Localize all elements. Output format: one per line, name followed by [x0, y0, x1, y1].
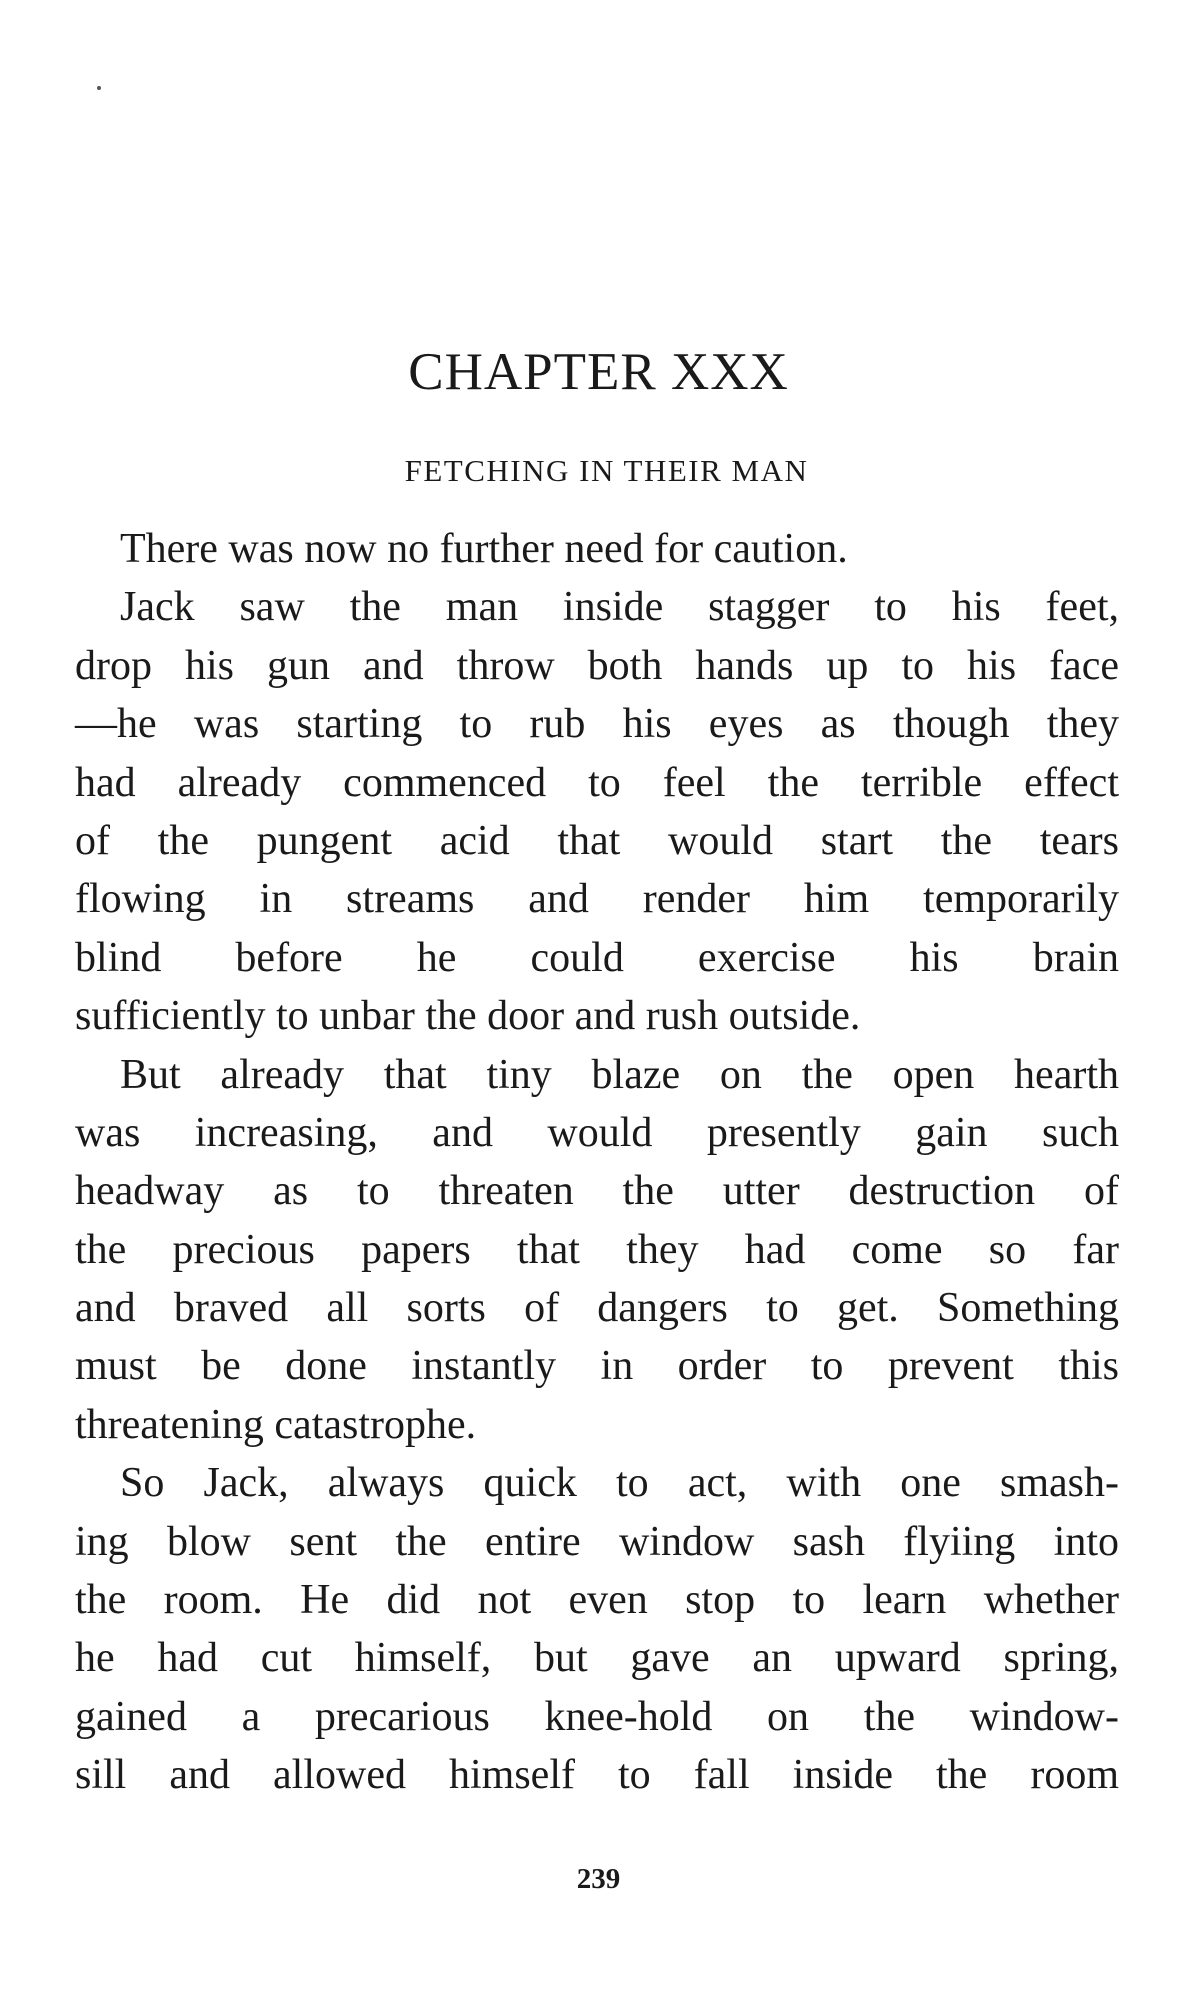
- text-line: and braved all sorts of dangers to get. Something: [75, 1285, 1119, 1332]
- chapter-heading: CHAPTER XXX: [408, 343, 789, 401]
- page-number: 239: [576, 1863, 621, 1895]
- text-line: There was now no further need for caution.: [120, 526, 848, 572]
- text-line: was increasing, and would presently gain such: [75, 1109, 1119, 1156]
- text-line: he had cut himself, but gave an upward spring,: [75, 1635, 1119, 1682]
- text-line: threatening catastrophe.: [75, 1401, 477, 1448]
- chapter-subtitle: FETCHING IN THEIR MAN: [404, 453, 809, 488]
- paragraph: [75, 578, 1119, 1045]
- paragraph: [75, 1046, 1119, 1455]
- text-line: the precious papers that they had come so far: [75, 1226, 1119, 1273]
- paragraph: [75, 520, 1119, 578]
- text-line: the room. He did not even stop to learn whether: [75, 1577, 1119, 1624]
- text-line: sill and allowed himself to fall inside the room: [75, 1752, 1119, 1799]
- text-line: headway as to threaten the utter destruction of: [75, 1168, 1119, 1215]
- print-speck: [97, 86, 101, 90]
- text-line: drop his gun and throw both hands up to his face: [75, 642, 1119, 689]
- text-line: had already commenced to feel the terrible effect: [75, 759, 1119, 806]
- text-line: —he was starting to rub his eyes as though they: [75, 701, 1119, 748]
- text-line: of the pungent acid that would start the tears: [75, 817, 1119, 864]
- text-line: flowing in streams and render him temporarily: [75, 876, 1119, 923]
- text-line: blind before he could exercise his brain: [75, 934, 1119, 981]
- text-line: gained a precarious knee-hold on the window-: [75, 1693, 1119, 1740]
- text-line: But already that tiny blaze on the open hearth: [120, 1051, 1119, 1098]
- body-text: [75, 520, 1119, 1805]
- paragraph: [75, 1454, 1119, 1804]
- text-line: must be done instantly in order to prevent this: [75, 1343, 1119, 1390]
- text-line: sufficiently to unbar the door and rush outside.: [75, 993, 861, 1040]
- text-line: ing blow sent the entire window sash flyiing into: [75, 1518, 1119, 1565]
- text-line: So Jack, always quick to act, with one smash-: [120, 1460, 1119, 1507]
- text-line: Jack saw the man inside stagger to his feet,: [120, 584, 1119, 631]
